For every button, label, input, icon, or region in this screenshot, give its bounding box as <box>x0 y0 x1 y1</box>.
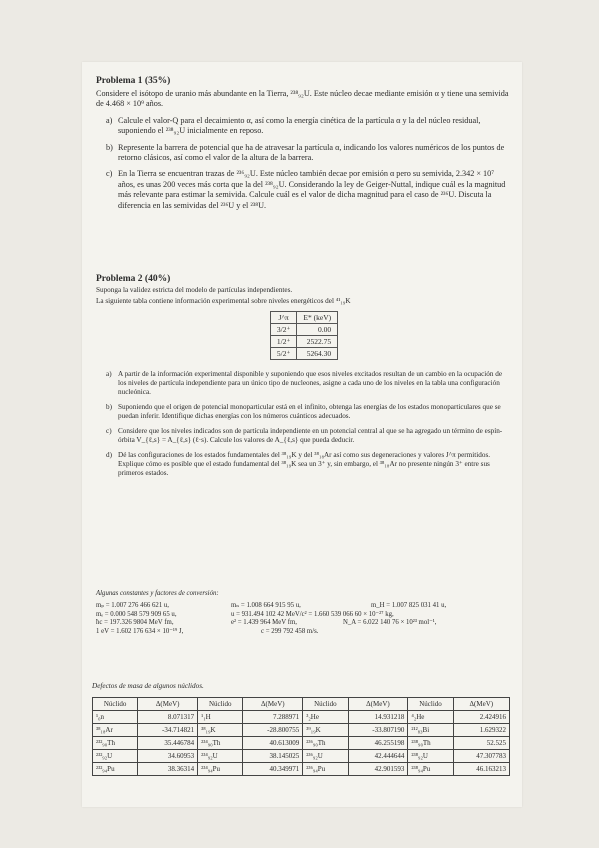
item-text: Calcule el valor-Q para el decaimiento α, así como la energía cinética de la partícula α y la del núcleo residual, suponiendo el ²³⁸₉₂U inicialmente en reposo. <box>118 115 481 136</box>
constants-row <box>96 611 512 619</box>
item-text: A partir de la información experimental disponible y suponiendo que esos niveles excitados resultan de un cambio en la ocupación de los niveles de partícula independiente para un único tipo de nucleones, asigne a cada uno de los niveles en la tabla una configuración nucleónica. <box>118 370 503 396</box>
table-row <box>93 737 510 750</box>
problem-1-item-b <box>96 143 512 164</box>
item-text: Suponiendo que el origen de potencial monoparticular está en el infinito, obtenga las energías de los estados monoparticulares que se puedan inferir. Identifique dichas energías con los números cuánticos adecuados. <box>118 403 501 420</box>
problem-2-item-c <box>96 427 512 445</box>
item-label: d) <box>106 451 112 459</box>
problem-1 <box>96 76 512 211</box>
item-text: Dé las configuraciones de los estados fundamentales del ³⁸₁₉K y del ³⁸₁₈Ar así como sus degeneraciones y valores J^π permitidos. Explique cómo es posible que el estado fundamental del ³⁸₁₉K sea un 3⁺ y, sin embargo, el ³⁸₁₈Ar no presente ningún 3⁺ entre sus primeros estados. <box>118 451 491 477</box>
constant: mₙ = 1.008 664 915 95 u, <box>231 602 301 610</box>
constant: ħc = 197.326 9804 MeV fm, <box>96 619 174 627</box>
energy-levels-table <box>270 311 338 360</box>
nuclide-cell: ¹₀n <box>93 711 138 724</box>
table-header: Δ(MeV) <box>138 698 198 711</box>
mass-defect-cell: 8.071317 <box>138 711 198 724</box>
mass-defect-cell: 2.424916 <box>453 711 509 724</box>
nuclide-cell: ²³⁸₉₀Th <box>408 737 453 750</box>
nuclide-cell: ²³²₉₂U <box>93 750 138 763</box>
item-label: b) <box>106 142 113 152</box>
mass-defect-cell: 7.288971 <box>243 711 303 724</box>
table-cell: 5264.30 <box>297 348 338 360</box>
mass-defect-cell: 38.36314 <box>138 763 198 776</box>
table-header: Δ(MeV) <box>348 698 408 711</box>
problem-2-line-1: Suponga la validez estricta del modelo de partículas independientes. <box>96 286 293 294</box>
mass-defect-cell: 35.446784 <box>138 737 198 750</box>
nuclide-cell: ²¹²₈₃Bi <box>408 724 453 737</box>
table-header: J^π <box>270 312 297 324</box>
table-header-row <box>270 312 337 324</box>
item-text: En la Tierra se encuentran trazas de ²³⁶₉₂U. Este núcleo también decae por emisión α pero su semivida, 2.342 × 10⁷ años, es unas 200 veces más corta que la del ²³⁸₉₂U. Considerando la ley de Geiger-Nuttal, indique cuál es la magnitud más relevante para estimar la semivida. Calcule cuál es el valor de dicha magnitud para el caso de ²³⁶U. Discuta la diferencia en las semividas del ²³⁶U y el ²³⁸U. <box>118 169 506 210</box>
mass-defect-cell: 47.307783 <box>453 750 509 763</box>
constants-row <box>96 619 512 627</box>
constants-row <box>96 602 512 610</box>
nuclide-cell: ²³⁸₉₄Pu <box>408 763 453 776</box>
mass-defects-heading: Defectos de masa de algunos núclidos. <box>92 682 204 690</box>
item-text: Represente la barrera de potencial que ha de atravesar la partícula α, indicando los valores numéricos de los puntos de retorno clásicos, así como el valor de la altura de la barrera. <box>118 142 505 163</box>
mass-defect-cell: 42.444644 <box>348 750 408 763</box>
mass-defect-cell: 46.255198 <box>348 737 408 750</box>
table-header: Δ(MeV) <box>243 698 303 711</box>
mass-defect-cell: 14.931218 <box>348 711 408 724</box>
nuclide-cell: ²³⁶₉₂U <box>303 750 348 763</box>
mass-defect-cell: 42.901593 <box>348 763 408 776</box>
item-label: c) <box>106 427 112 435</box>
problem-1-item-c <box>96 169 512 211</box>
mass-defects-table <box>92 697 510 776</box>
problem-2 <box>96 274 512 478</box>
mass-defect-cell: 46.163213 <box>453 763 509 776</box>
problem-1-title: Problema 1 (35%) <box>96 76 171 86</box>
table-row <box>93 763 510 776</box>
nuclide-cell: ²³⁶₉₄Pu <box>303 763 348 776</box>
constant: e² = 1.439 964 MeV fm, <box>231 619 297 627</box>
nuclide-cell: ²³²₉₄Pu <box>93 763 138 776</box>
table-row <box>270 348 337 360</box>
mass-defect-cell: 40.349971 <box>243 763 303 776</box>
nuclide-cell: ⁴₂He <box>408 711 453 724</box>
mass-defect-cell: 1.629322 <box>453 724 509 737</box>
table-cell: 0.00 <box>297 324 338 336</box>
mass-defect-cell: -33.807190 <box>348 724 408 737</box>
table-header: Núclido <box>198 698 243 711</box>
constant: m_H = 1.007 825 031 41 u, <box>371 602 447 610</box>
problem-2-title: Problema 2 (40%) <box>96 274 171 284</box>
table-cell: 3/2⁺ <box>270 324 297 336</box>
nuclide-cell: ²³⁴₉₄Pu <box>198 763 243 776</box>
constant: N_A = 6.022 140 76 × 10²³ mol⁻¹, <box>343 619 437 627</box>
table-row <box>93 750 510 763</box>
problem-1-intro: Considere el isótopo de uranio más abundante en la Tierra, ²³⁸₉₂U. Este núcleo decae mediante emisión α y tiene una semivida de 4.468 × 10⁹ años. <box>96 89 509 109</box>
mass-defect-cell: -28.800755 <box>243 724 303 737</box>
constant: 1 eV = 1.602 176 634 × 10⁻¹⁹ J, <box>96 627 184 635</box>
table-header: Δ(MeV) <box>453 698 509 711</box>
nuclide-cell: ²³⁴₉₂U <box>198 750 243 763</box>
table-row <box>93 724 510 737</box>
nuclide-cell: ³⁹₁₉K <box>303 724 348 737</box>
table-cell: 2522.75 <box>297 336 338 348</box>
exam-sheet <box>82 62 522 807</box>
table-row <box>93 711 510 724</box>
item-label: b) <box>106 403 112 411</box>
nuclide-cell: ³⁸₁₈Ar <box>93 724 138 737</box>
nuclide-cell: ³₂He <box>303 711 348 724</box>
nuclide-cell: ²³²₉₀Th <box>93 737 138 750</box>
mass-defect-cell: -34.714821 <box>138 724 198 737</box>
mass-defect-cell: 40.613009 <box>243 737 303 750</box>
problem-2-item-b <box>96 403 512 421</box>
problem-2-item-d <box>96 451 512 478</box>
constant: u = 931.494 102 42 MeV/c² = 1.660 539 066 60 × 10⁻²⁷ kg, <box>231 610 394 618</box>
mass-defect-cell: 34.60953 <box>138 750 198 763</box>
table-header: Núclido <box>408 698 453 711</box>
item-label: a) <box>106 370 112 378</box>
nuclide-cell: ²³⁸₉₂U <box>408 750 453 763</box>
table-header: E* (keV) <box>297 312 338 324</box>
constant: mₚ = 1.007 276 466 621 u, <box>96 602 170 610</box>
problem-1-item-a <box>96 116 512 137</box>
table-row <box>270 336 337 348</box>
constants-row <box>96 628 512 636</box>
mass-defect-cell: 38.145025 <box>243 750 303 763</box>
table-header: Núclido <box>93 698 138 711</box>
constants-block <box>96 590 512 636</box>
table-cell: 5/2⁺ <box>270 348 297 360</box>
constant: c = 299 792 458 m/s. <box>261 627 319 635</box>
problem-2-line-2: La siguiente tabla contiene información experimental sobre niveles energéticos del ⁴¹₁₉K <box>96 297 351 305</box>
table-header: Núclido <box>303 698 348 711</box>
table-cell: 1/2⁺ <box>270 336 297 348</box>
table-row <box>270 324 337 336</box>
nuclide-cell: ²³⁶₉₀Th <box>303 737 348 750</box>
item-text: Considere que los niveles indicados son de partícula independiente en un potencial central al que se ha agregado un término de espín-órbita V_{ℓ,s} = A_{ℓ,s} (ℓ·s). Calcule los valores de A_{ℓ,s} que pueda deducir. <box>118 427 503 444</box>
item-label: a) <box>106 115 113 125</box>
problem-2-item-a <box>96 370 512 397</box>
item-label: c) <box>106 169 113 179</box>
nuclide-cell: ¹₁H <box>198 711 243 724</box>
mass-defects-block <box>92 682 512 776</box>
nuclide-cell: ³⁸₁₉K <box>198 724 243 737</box>
table-header-row <box>93 698 510 711</box>
mass-defect-cell: 52.525 <box>453 737 509 750</box>
nuclide-cell: ²³⁴₉₀Th <box>198 737 243 750</box>
constant: mₑ = 0.000 548 579 909 65 u, <box>96 610 177 618</box>
constants-heading: Algunas constantes y factores de conversión: <box>96 590 219 597</box>
